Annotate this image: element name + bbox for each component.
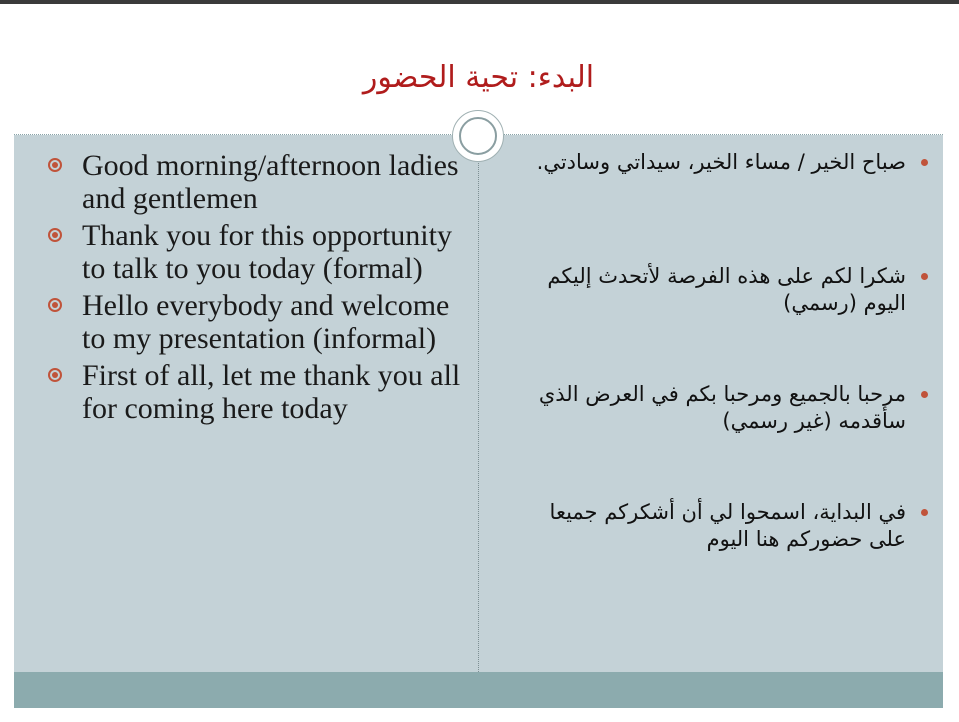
decorative-ring <box>459 117 497 155</box>
dot-bullet-icon <box>921 159 928 166</box>
english-column <box>26 149 466 429</box>
english-bullet-text: First of all, let me thank you all for coming here today <box>82 359 461 425</box>
arabic-bullet-item <box>514 263 928 317</box>
slide-title: البدء: تحية الحضور <box>362 60 595 95</box>
english-bullet-text: Good morning/afternoon ladies and gentlemen <box>82 149 459 215</box>
arabic-bullet-text: مرحبا بالجميع ومرحبا بكم في العرض الذي سأقدمه (غير رسمي) <box>538 382 906 433</box>
arabic-bullet-item <box>514 149 928 176</box>
arabic-bullet-text: شكرا لكم على هذه الفرصة لأتحدث إليكم اليوم (رسمي) <box>547 264 906 315</box>
arabic-bullet-item <box>514 381 928 435</box>
circle-bullet-icon <box>48 228 62 242</box>
slide-footer-bar <box>14 672 943 708</box>
dot-bullet-icon <box>921 273 928 280</box>
english-bullet-item <box>26 359 466 425</box>
dot-bullet-icon <box>921 391 928 398</box>
dot-bullet-icon <box>921 509 928 516</box>
english-bullet-item <box>26 289 466 355</box>
top-border <box>0 0 959 4</box>
english-bullet-item <box>26 219 466 285</box>
circle-bullet-icon <box>48 158 62 172</box>
english-bullet-item <box>26 149 466 215</box>
english-bullet-text: Thank you for this opportunity to talk to you today (formal) <box>82 219 452 285</box>
column-divider <box>478 135 479 672</box>
english-bullet-text: Hello everybody and welcome to my presentation (informal) <box>82 289 450 355</box>
slide <box>14 18 943 708</box>
arabic-bullet-item <box>514 499 928 553</box>
decorative-circle-icon <box>452 110 504 162</box>
arabic-bullet-text: في البداية، اسمحوا لي أن أشكركم جميعا على حضوركم هنا اليوم <box>549 500 906 551</box>
circle-bullet-icon <box>48 368 62 382</box>
slide-content <box>14 135 943 672</box>
arabic-bullet-text: صباح الخير / مساء الخير، سيداتي وسادتي. <box>536 150 906 174</box>
circle-bullet-icon <box>48 298 62 312</box>
